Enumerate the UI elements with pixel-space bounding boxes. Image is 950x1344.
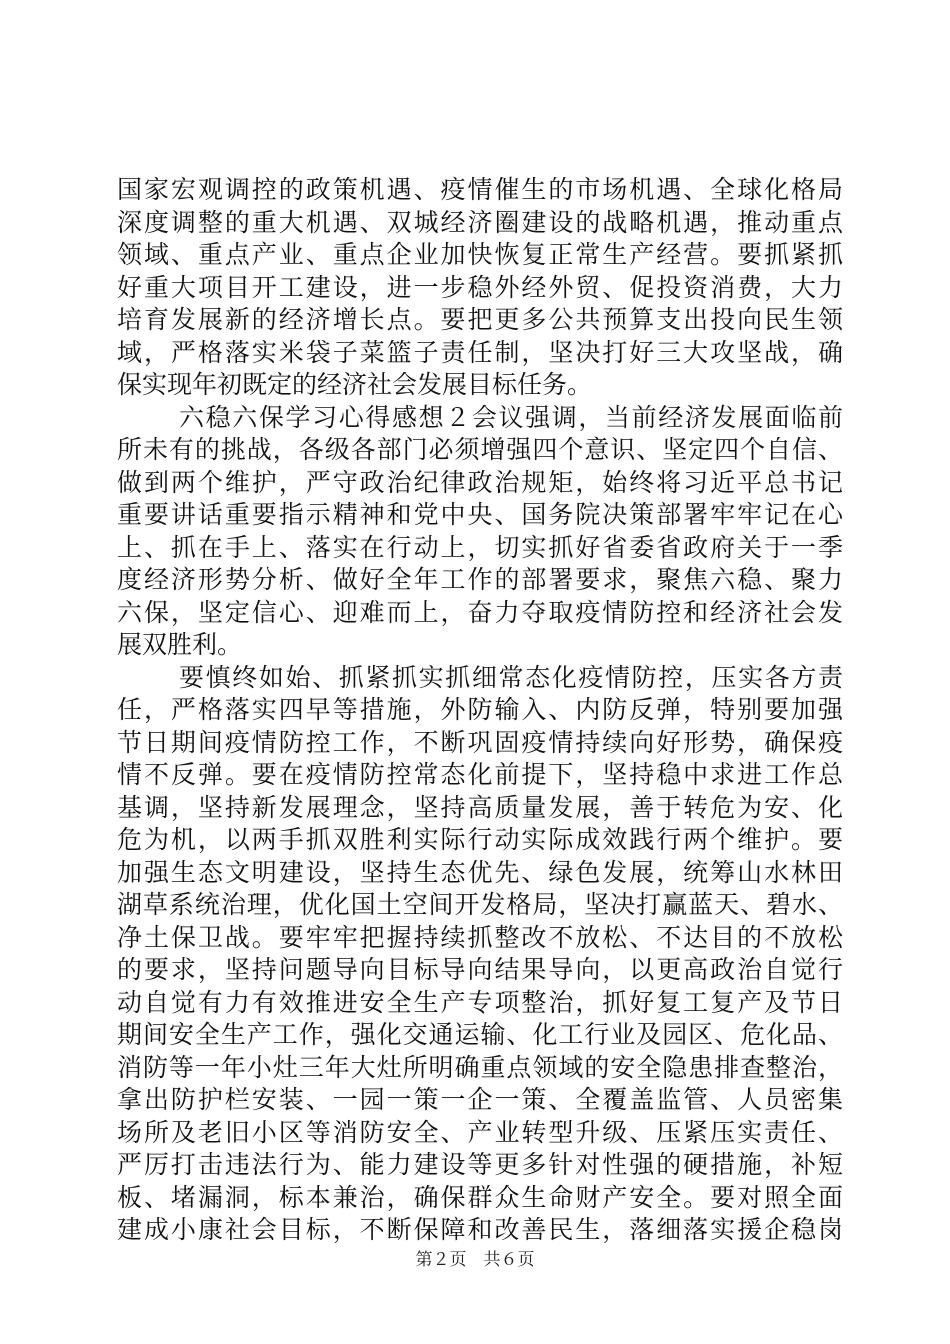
text-line: 要慎终如始、抓紧抓实抓细常态化疫情防控，压实各方责	[179, 662, 843, 692]
text-line: 净土保卫战。要牢牢把握持续抓整改不放松、不达目的不放松	[117, 922, 843, 952]
text-line: 好重大项目开工建设，进一步稳外经外贸、促投资消费，大力	[117, 272, 843, 302]
paragraph-3	[117, 662, 843, 1247]
document-body	[117, 174, 843, 1247]
text-line: 上、抓在手上、落实在行动上，切实抓好省委省政府关于一季	[117, 532, 843, 562]
text-line: 动自觉有力有效推进安全生产专项整治，抓好复工复产及节日	[117, 987, 843, 1017]
text-line: 六保，坚定信心、迎难而上，奋力夺取疫情防控和经济社会发	[117, 597, 843, 627]
text-line: 情不反弹。要在疫情防控常态化前提下，坚持稳中求进工作总	[117, 760, 843, 789]
paragraph-1	[117, 174, 843, 402]
text-line: 所未有的挑战，各级各部门必须增强四个意识、坚定四个自信、	[117, 435, 843, 464]
text-line: 做到两个维护，严守政治纪律政治规矩，始终将习近平总书记	[117, 467, 843, 497]
text-line: 危为机，以两手抓双胜利实际行动实际成效践行两个维护。要	[117, 825, 843, 854]
text-line: 六稳六保学习心得感想２会议强调，当前经济发展面临前	[179, 402, 843, 432]
text-line: 加强生态文明建设，坚持生态优先、绿色发展，统筹山水林田	[117, 857, 843, 887]
text-line: 板、堵漏洞，标本兼治，确保群众生命财产安全。要对照全面	[117, 1182, 843, 1212]
text-line: 的要求，坚持问题导向目标导向结果导向，以更高政治自觉行	[117, 955, 843, 984]
text-line: 度经济形势分析、做好全年工作的部署要求，聚焦六稳、聚力	[117, 565, 843, 594]
text-line: 重要讲话重要指示精神和党中央、国务院决策部署牢牢记在心	[117, 500, 843, 529]
text-line: 域，严格落实米袋子菜篮子责任制，坚决打好三大攻坚战，确	[117, 337, 843, 367]
text-line: 拿出防护栏安装、一园一策一企一策、全覆盖监管、人员密集	[117, 1085, 843, 1114]
text-line: 基调，坚持新发展理念，坚持高质量发展，善于转危为安、化	[117, 792, 843, 822]
text-line: 严厉打击违法行为、能力建设等更多针对性强的硬措施，补短	[117, 1150, 843, 1179]
text-line: 领域、重点产业、重点企业加快恢复正常生产经营。要抓紧抓	[117, 240, 843, 269]
paragraph-2	[117, 402, 843, 662]
page-number-footer: 第２页 共６页	[415, 1250, 535, 1270]
text-line: 节日期间疫情防控工作，不断巩固疫情持续向好形势，确保疫	[117, 727, 843, 757]
text-line: 培育发展新的经济增长点。要把更多公共预算支出投向民生领	[117, 305, 843, 334]
text-line: 深度调整的重大机遇、双城经济圈建设的战略机遇，推动重点	[117, 207, 843, 237]
text-line: 国家宏观调控的政策机遇、疫情催生的市场机遇、全球化格局	[117, 175, 843, 204]
text-line: 期间安全生产工作，强化交通运输、化工行业及园区、危化品、	[117, 1020, 843, 1049]
text-line: 场所及老旧小区等消防安全、产业转型升级、压紧压实责任、	[117, 1117, 843, 1147]
text-line: 展双胜利。	[117, 630, 243, 659]
text-line: 任，严格落实四早等措施，外防输入、内防反弹，特别要加强	[117, 695, 843, 724]
text-line: 建成小康社会目标，不断保障和改善民生，落细落实援企稳岗	[117, 1215, 843, 1244]
text-line: 保实现年初既定的经济社会发展目标任务。	[117, 370, 593, 399]
text-line: 湖草系统治理，优化国土空间开发格局，坚决打赢蓝天、碧水、	[117, 890, 843, 919]
text-line: 消防等一年小灶三年大灶所明确重点领域的安全隐患排查整治，	[117, 1052, 843, 1082]
